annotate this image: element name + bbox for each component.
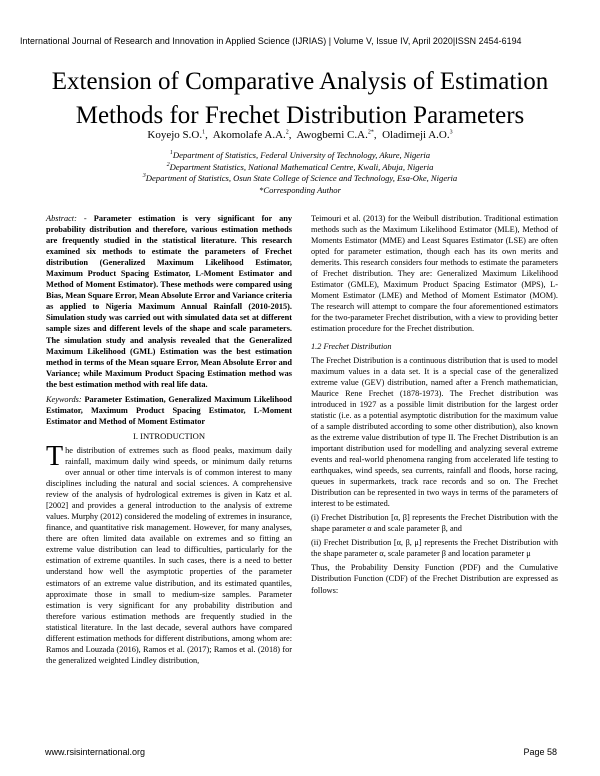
left-column bbox=[46, 213, 292, 669]
running-header: International Journal of Research and Innovation in Applied Science (IJRIAS) | Volume V, Issue IV, April 2020|ISSN 2454-6194 bbox=[20, 36, 522, 46]
abstract-label: Abstract: - bbox=[46, 214, 87, 223]
intro-text: he distribution of extremes such as flood peaks, maximum daily rainfall, maximum daily wind speeds, or minimum daily returns over annual or other time intervals is of common interest to many disciplines including the natural and social sciences. A comprehensive review of the analysis of hydrological extremes is given in Katz et al. [2002] and provides a general introduction to the analysis of extreme values. Murphy (2012) considered the modeling of extremes in insurance, finance, and quantitative risk management. However, for many analyses, there are often limited data available on extremes and so fitting an extreme value distribution can lead to difficulties, particularly for the estimation of extreme quantiles. In such cases, there is a need to better understand how well the asymptotic properties of the parameter estimators of an extreme value distribution, and its estimated quantiles, approximate those in small to medium-size samples. Parameter estimation is very significant for any probability distribution and therefore various estimation methods are frequently studied in the statistical literature. In the last decade, several authors have compared different estimation methods for different distributions, among whom are: Ramos and Louzada (2016), Ramos et al. (2017); Ramos et al. (2018) for the generalized weighted Lindley distribution, bbox=[46, 445, 292, 665]
affiliations bbox=[20, 150, 580, 196]
list-item: (i) Frechet Distribution [α, β] represents the Frechet Distribution with the shape parameter α and scale parameter β, and bbox=[311, 513, 558, 534]
paragraph: Thus, the Probability Density Function (PDF) and the Cumulative Distribution Function (CDF) of the Frechet Distribution are expressed as follows: bbox=[311, 563, 558, 595]
affiliation: $^2$Department Statistics, National Mathematical Centre, Kwali, Abuja, Nigeria bbox=[166, 161, 434, 172]
author-name: Oladimeji A.O. bbox=[382, 129, 450, 141]
author-sup: 3 bbox=[449, 129, 453, 136]
section-heading: I. INTRODUCTION bbox=[132, 430, 206, 441]
author-sup: 2 bbox=[285, 129, 289, 136]
paper-title: Extension of Comparative Analysis of Estimation Methods for Frechet Distribution Parameters bbox=[51, 68, 549, 129]
affiliation: $^3$Department of Statistics, Osun State College of Science and Technology, Esa-Oke, Nigeria bbox=[142, 173, 458, 184]
keywords bbox=[46, 394, 292, 427]
footer-website[interactable]: www.rsisinternational.org bbox=[45, 747, 146, 757]
affiliation: $^1$Department of Statistics, Federal University of Technology, Akure, Nigeria bbox=[169, 150, 431, 160]
author-sup: 1 bbox=[202, 129, 206, 136]
author-name: Koyejo S.O. bbox=[147, 129, 203, 141]
author-name: Awogbemi C.A. bbox=[296, 129, 368, 141]
paragraph: The Frechet Distribution is a continuous distribution that is used to model maximum values in a data set. It is a special case of the generalized extreme value (GEV) distribution, named after a French mathematician, Maurice Rene Frechet (1878-1973). The Frechet distribution was introduced in 1927 as a possible limit distribution for the largest order statistic (i.e. as a potential asymptotic distribution for the maximum value of a sample distributed according to some other distribution), also known as the extreme value distribution of type II. The Frechet Distribution is an important distribution used for modelling and analyzing several extreme events and real-world phenomena ranging from accelerated life testing to earthquakes, wind speeds, sea currents, rainfall and floods, horse racing, queues in supermarkets, track race records and so on. The Frechet Distribution can be represented in two ways in terms of the parameters of interest to be estimated. bbox=[311, 355, 558, 509]
intro-paragraph bbox=[46, 440, 292, 666]
subsection-heading: 1.2 Frechet Distribution bbox=[311, 341, 392, 351]
keywords-text: Parameter Estimation, Generalized Maximum Likelihood Estimator, Maximum Product Spacing Estimator, L-Moment Estimator and Method of Moment Estimator bbox=[46, 394, 292, 426]
abstract bbox=[46, 213, 292, 390]
abstract-text: Parameter estimation is very significant for any probability distribution and therefore, various estimation methods are frequently studied in the statistical literature. This research examined six methods to estimate the parameters of Frechet distribution (Generalized Maximum Likelihood Estimator, Maximum Product Spacing Estimator, L-Moment Estimator and Method of Moment Estimator). These methods were compared using Bias, Mean Square Error, Mean Absolute Error and Variance criteria as applied to Nigeria Maximum Annual Rainfall (2010-2015). Simulation study was carried out with simulated data set at different sample sizes and different levels of the shape and scale parameters. The simulation study and analysis revealed that the Generalized Maximum Likelihood (GML) Estimation was the best estimation method in terms of the Mean square Error, Mean Absolute Error and Variance; while Maximum Product Spacing Estimation method was the best estimation method with real life data. bbox=[46, 214, 293, 389]
keywords-label: Keywords: bbox=[46, 394, 82, 404]
author-sup: 2* bbox=[367, 129, 374, 136]
drop-cap: T bbox=[46, 440, 64, 472]
author-name: Akomolafe A.A. bbox=[212, 129, 286, 141]
list-item: (ii) Frechet Distribution [α, β, μ] represents the Frechet Distribution with the shape parameter α, scale parameter β and location parameter μ bbox=[311, 538, 558, 559]
paragraph: Teimouri et al. (2013) for the Weibull distribution. Traditional estimation methods such as the Maximum Likelihood Estimator (MLE), Method of Moments Estimator (MME) and Least Squares Estimator (LSE) are often opted for parameter estimation, though each has its own merits and demerits. This research considers four methods to estimate the parameters of Frechet distribution. They are: Generalized Maximum Likelihood Estimator (GMLE), Maximum Product Spacing Estimator (MPS), L-Moment Estimator (LME) and Method of Moment Estimator (MOM). The research will attempt to compare the four aforementioned estimators for the two-parameter Frechet distribution, with a view to providing better estimation procedure for the Frechet distribution. bbox=[311, 214, 558, 334]
corresponding-author: *Corresponding Author bbox=[259, 184, 341, 195]
page-footer bbox=[45, 747, 557, 757]
page-number: Page 58 bbox=[523, 747, 557, 757]
author-list: Koyejo S.O.$^1$, Akomolafe A.A.$^2$, Awogbemi C.A.$^{2*}$, Oladimeji A.O.$^3$ bbox=[147, 129, 453, 141]
right-column bbox=[311, 213, 558, 599]
